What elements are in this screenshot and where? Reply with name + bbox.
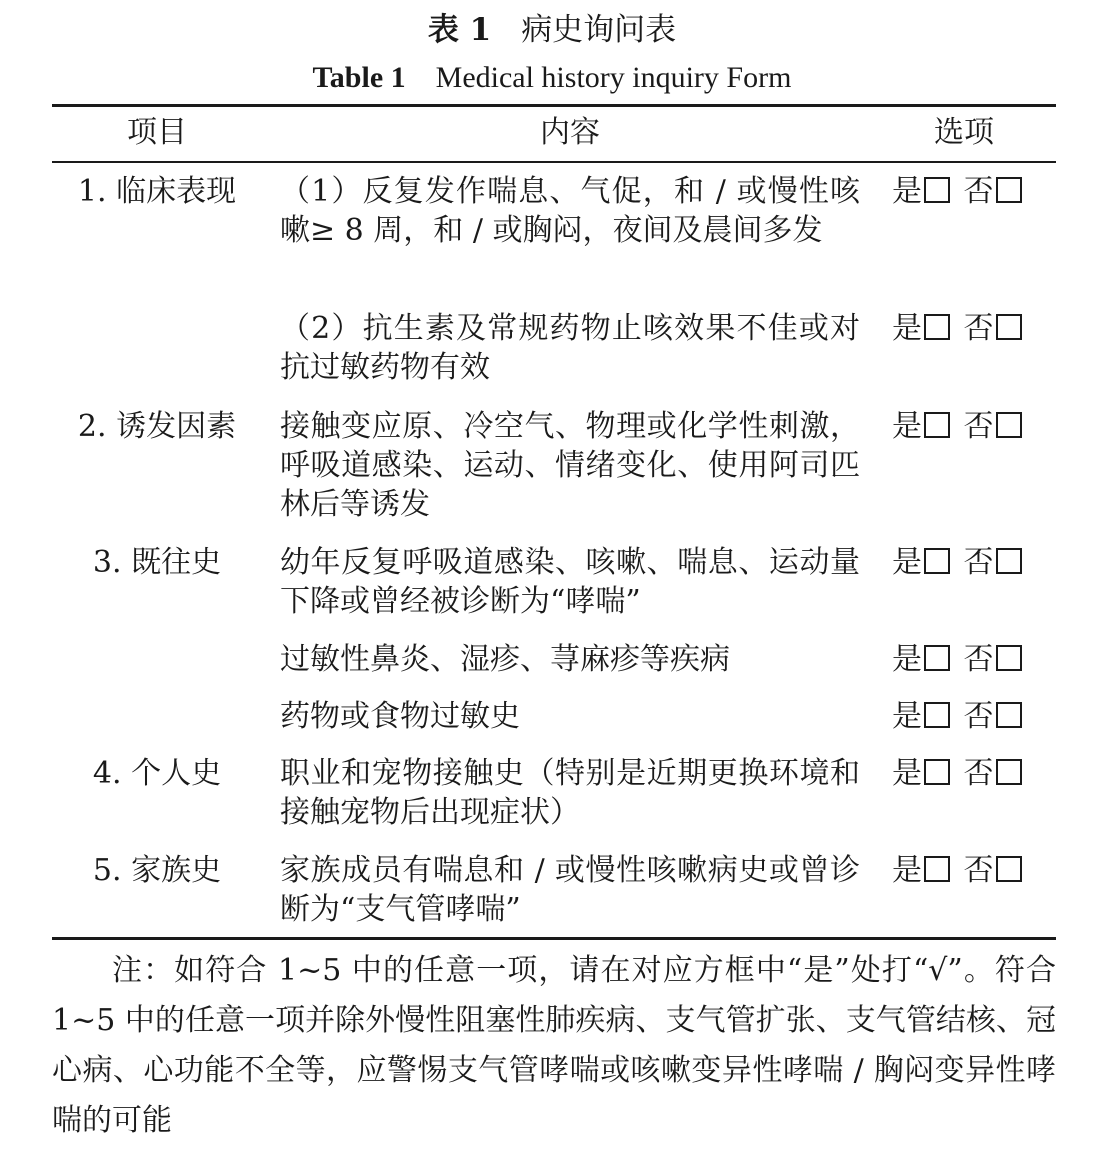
yes-checkbox[interactable]	[924, 548, 950, 574]
no-label: 否	[963, 409, 994, 444]
yes-checkbox[interactable]	[924, 856, 950, 882]
row-content: 幼年反复呼吸道感染、咳嗽、喘息、运动量下降或曾经被诊断为“哮喘”	[280, 545, 860, 619]
no-checkbox[interactable]	[996, 548, 1022, 574]
row-item-label: 4. 个人史	[92, 756, 222, 791]
yes-label: 是	[892, 853, 922, 888]
yes-label: 是	[892, 699, 922, 734]
row-item-label: 1. 临床表现	[77, 174, 237, 209]
header-item: 项目	[127, 115, 187, 150]
yes-label: 是	[892, 756, 922, 791]
table-number-en: Table 1	[312, 61, 406, 94]
row-content: （1）反复发作喘息、气促，和 / 或慢性咳嗽≥ 8 周，和 / 或胸闷，夜间及晨间多发	[280, 174, 860, 248]
row-item-label: 2. 诱发因素	[77, 409, 237, 444]
table-number-cn: 表 1	[427, 12, 492, 48]
row-content: 职业和宠物接触史（特别是近期更换环境和接触宠物后出现症状）	[280, 756, 860, 830]
yes-checkbox[interactable]	[924, 702, 950, 728]
table-caption-en: Medical history inquiry Form	[435, 61, 792, 94]
no-checkbox[interactable]	[996, 759, 1022, 785]
row-content: 家族成员有喘息和 / 或慢性咳嗽病史或曾诊断为“支气管哮喘”	[280, 853, 860, 927]
table-top-rule	[52, 104, 1056, 107]
row-options	[892, 543, 1056, 582]
row-content: 过敏性鼻炎、湿疹、荨麻疹等疾病	[280, 642, 730, 677]
no-checkbox[interactable]	[996, 177, 1022, 203]
no-checkbox[interactable]	[996, 314, 1022, 340]
no-checkbox[interactable]	[996, 645, 1022, 671]
no-label: 否	[963, 642, 994, 677]
row-options	[892, 640, 1056, 679]
header-options: 选项	[934, 115, 994, 150]
yes-label: 是	[892, 174, 922, 209]
row-content: 药物或食物过敏史	[280, 699, 520, 734]
yes-checkbox[interactable]	[924, 314, 950, 340]
row-options	[892, 851, 1056, 890]
yes-checkbox[interactable]	[924, 759, 950, 785]
yes-checkbox[interactable]	[924, 177, 950, 203]
yes-label: 是	[892, 311, 922, 346]
row-options	[892, 172, 1056, 211]
no-checkbox[interactable]	[996, 702, 1022, 728]
table-header-rule	[52, 161, 1056, 163]
yes-label: 是	[892, 545, 922, 580]
no-label: 否	[963, 853, 994, 888]
row-content: 接触变应原、冷空气、物理或化学性刺激，呼吸道感染、运动、情绪变化、使用阿司匹林后等诱发	[280, 409, 860, 522]
row-item-label: 5. 家族史	[92, 853, 222, 888]
no-label: 否	[963, 545, 994, 580]
no-label: 否	[963, 311, 994, 346]
no-label: 否	[963, 174, 994, 209]
table-bottom-rule	[52, 937, 1056, 940]
table-caption-cn: 病史询问表	[521, 12, 677, 48]
row-options	[892, 754, 1056, 793]
yes-label: 是	[892, 409, 922, 444]
no-checkbox[interactable]	[996, 412, 1022, 438]
no-label: 否	[963, 756, 994, 791]
table-footnote: 注：如符合 1~5 中的任意一项，请在对应方框中“是”处打“√”。符合 1~5 中的任意一项并除外慢性阻塞性肺疾病、支气管扩张、支气管结核、冠心病、心功能不全等，应警惕支气管哮喘或咳嗽变异性哮喘 / 胸闷变异性哮喘的可能	[52, 953, 1056, 1138]
row-options	[892, 309, 1056, 348]
yes-checkbox[interactable]	[924, 645, 950, 671]
row-content: （2）抗生素及常规药物止咳效果不佳或对抗过敏药物有效	[280, 311, 860, 385]
row-options	[892, 697, 1056, 736]
no-label: 否	[963, 699, 994, 734]
table-title-chinese	[0, 10, 1104, 50]
yes-checkbox[interactable]	[924, 412, 950, 438]
header-content: 内容	[540, 115, 600, 150]
table-title-english	[0, 58, 1104, 98]
row-item-label: 3. 既往史	[92, 545, 222, 580]
yes-label: 是	[892, 642, 922, 677]
row-options	[892, 407, 1056, 446]
no-checkbox[interactable]	[996, 856, 1022, 882]
